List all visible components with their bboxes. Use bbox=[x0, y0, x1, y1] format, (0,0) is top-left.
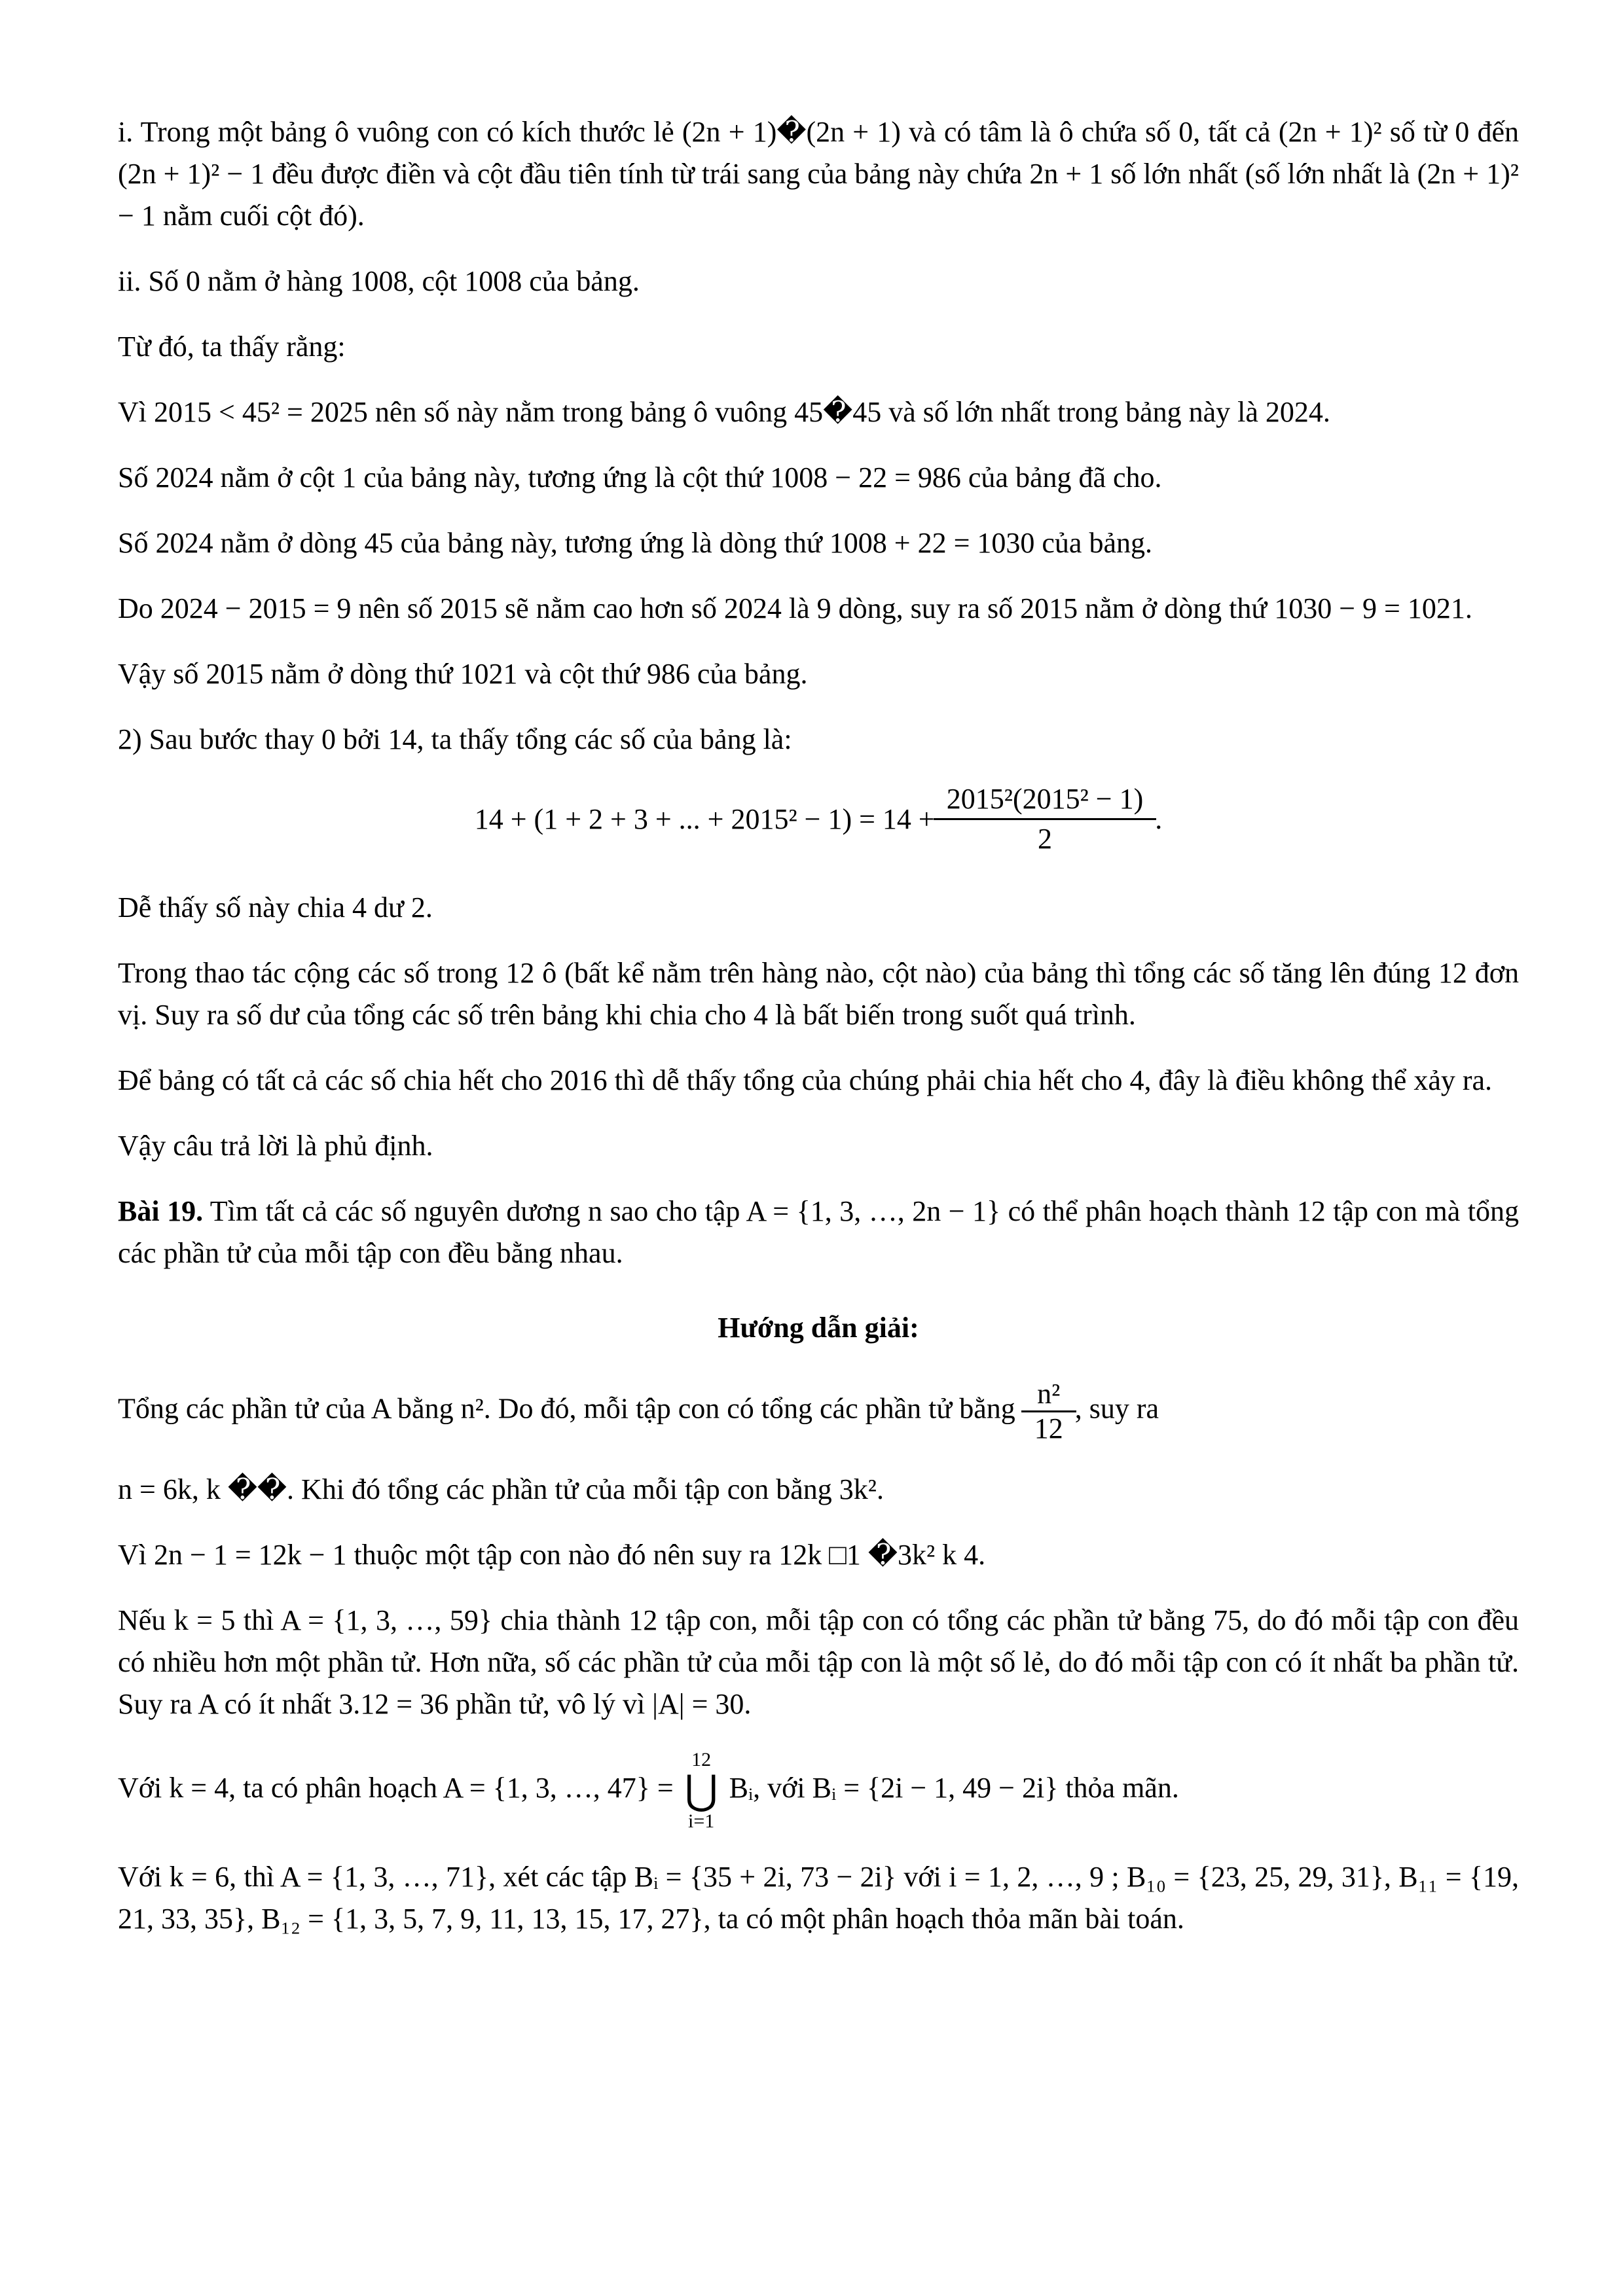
problem-text: Tìm tất cả các số nguyên dương n sao cho tập A = {1, 3, …, 2n − 1} có thể phân hoạch thành 12 tập con mà tổng các phần tử của mỗi tập con đều bằng nhau. bbox=[118, 1195, 1519, 1269]
union-lower: i=1 bbox=[688, 1810, 715, 1832]
paragraph-since-2015: Vì 2015 < 45² = 2025 nên số này nằm trong bảng ô vuông 45�45 và số lớn nhất trong bảng này là 2024. bbox=[118, 396, 1330, 428]
paragraph-i: i. Trong một bảng ô vuông con có kích thước lẻ (2n + 1)�(2n + 1) và có tâm là ô chứa số 0, tất cả (2n + 1)² số từ 0 đến (2n + 1)² − 1 đều được điền và cột đầu tiên tính từ trái sang của bảng này chứa 2n + 1 số lớn nhất (số lớn nhất là (2n + 1)² − 1 nằm cuối cột đó). bbox=[118, 116, 1519, 232]
solution-sum bbox=[118, 1378, 1519, 1445]
paragraph-row-2024: Số 2024 nằm ở dòng 45 của bảng này, tương ứng là dòng thứ 1008 + 22 = 1030 của bảng. bbox=[118, 527, 1152, 559]
solution-bound: Vì 2n − 1 = 12k − 1 thuộc một tập con nào đó nên suy ra 12k □1 �3k² k 4. bbox=[118, 1539, 986, 1571]
paragraph-invariant: Trong thao tác cộng các số trong 12 ô (bất kể nằm trên hàng nào, cột nào) của bảng thì tổng các số tăng lên đúng 12 đơn vị. Suy ra số dư của tổng các số trên bảng khi chia cho 4 là bất biến trong suốt quá trình. bbox=[118, 957, 1519, 1031]
solution-k4-after: Bᵢ, với Bᵢ = {2i − 1, 49 − 2i} thỏa mãn. bbox=[729, 1772, 1179, 1804]
solution-case-k6: Với k = 6, thì A = {1, 3, …, 71}, xét các tập Bᵢ = {35 + 2i, 73 − 2i} với i = 1, 2, …, 9 ; B₁₀ = {23, 25, 29, 31}, B₁₁ = {19, 21, 33, 35}, B₁₂ = {1, 3, 5, 7, 9, 11, 13, 15, 17, 27}, ta có một phân hoạch thỏa mãn bài toán. bbox=[118, 1861, 1519, 1935]
union-icon: ⋃ bbox=[684, 1768, 718, 1813]
equation-lhs: 14 + (1 + 2 + 3 + ... + 2015² − 1) = 14 + bbox=[474, 802, 935, 835]
paragraph-conclusion-position: Vậy số 2015 nằm ở dòng thứ 1021 và cột thứ 986 của bảng. bbox=[118, 658, 808, 690]
equation-denominator: 2 bbox=[934, 818, 1157, 858]
equation-numerator: 2015²(2015² − 1) bbox=[946, 783, 1144, 815]
solution-case-k5: Nếu k = 5 thì A = {1, 3, …, 59} chia thành 12 tập con, mỗi tập con có tổng các phần tử bằng 75, do đó mỗi tập con đều có nhiều hơn một phần tử. Hơn nữa, số các phần tử của mỗi tập con là một số lẻ, do đó mỗi tập con có ít nhất ba phần tử. Suy ra A có ít nhất 3.12 = 36 phần tử, vô lý vì |A| = 30. bbox=[118, 1604, 1519, 1720]
equation-fraction bbox=[940, 780, 1150, 858]
solution-sum-denominator: 12 bbox=[1021, 1410, 1076, 1445]
document-page bbox=[118, 111, 1519, 1964]
problem-label: Bài 19. bbox=[118, 1195, 204, 1227]
paragraph-answer: Vậy câu trả lời là phủ định. bbox=[118, 1130, 433, 1162]
paragraph-row-2015: Do 2024 − 2015 = 9 nên số 2015 sẽ nằm cao hơn số 2024 là 9 dòng, suy ra số 2015 nằm ở dòng thứ 1030 − 9 = 1021. bbox=[118, 592, 1472, 624]
paragraph-ii: ii. Số 0 nằm ở hàng 1008, cột 1008 của bảng. bbox=[118, 265, 640, 297]
paragraph-column-2024: Số 2024 nằm ở cột 1 của bảng này, tương ứng là cột thứ 1008 − 22 = 986 của bảng đã cho. bbox=[118, 461, 1162, 493]
solution-sum-text: Tổng các phần tử của A bằng n². Do đó, mỗi tập con có tổng các phần tử bằng bbox=[118, 1392, 1015, 1425]
paragraph-divisible-2016: Để bảng có tất cả các số chia hết cho 2016 thì dễ thấy tổng của chúng phải chia hết cho 4, đây là điều không thể xảy ra. bbox=[118, 1064, 1493, 1096]
paragraph-thus: Từ đó, ta thấy rằng: bbox=[118, 331, 346, 363]
sum-equation bbox=[118, 780, 1519, 858]
union-symbol bbox=[685, 1749, 718, 1833]
solution-heading: Hướng dẫn giải: bbox=[718, 1312, 919, 1344]
problem-19 bbox=[118, 1191, 1519, 1274]
solution-sum-fraction bbox=[1028, 1378, 1070, 1445]
solution-n-value: n = 6k, k ��. Khi đó tổng các phần tử của mỗi tập con bằng 3k². bbox=[118, 1473, 884, 1505]
solution-sum-after: , suy ra bbox=[1074, 1392, 1159, 1425]
solution-sum-numerator: n² bbox=[1037, 1378, 1061, 1410]
solution-k4-before: Với k = 4, ta có phân hoạch A = {1, 3, …, 47} = bbox=[118, 1772, 674, 1804]
paragraph-mod-4: Dễ thấy số này chia 4 dư 2. bbox=[118, 891, 433, 924]
paragraph-part-2: 2) Sau bước thay 0 bởi 14, ta thấy tổng các số của bảng là: bbox=[118, 723, 792, 755]
union-upper: 12 bbox=[691, 1749, 712, 1770]
solution-case-k4 bbox=[118, 1749, 1519, 1833]
equation-tail: . bbox=[1155, 802, 1163, 835]
